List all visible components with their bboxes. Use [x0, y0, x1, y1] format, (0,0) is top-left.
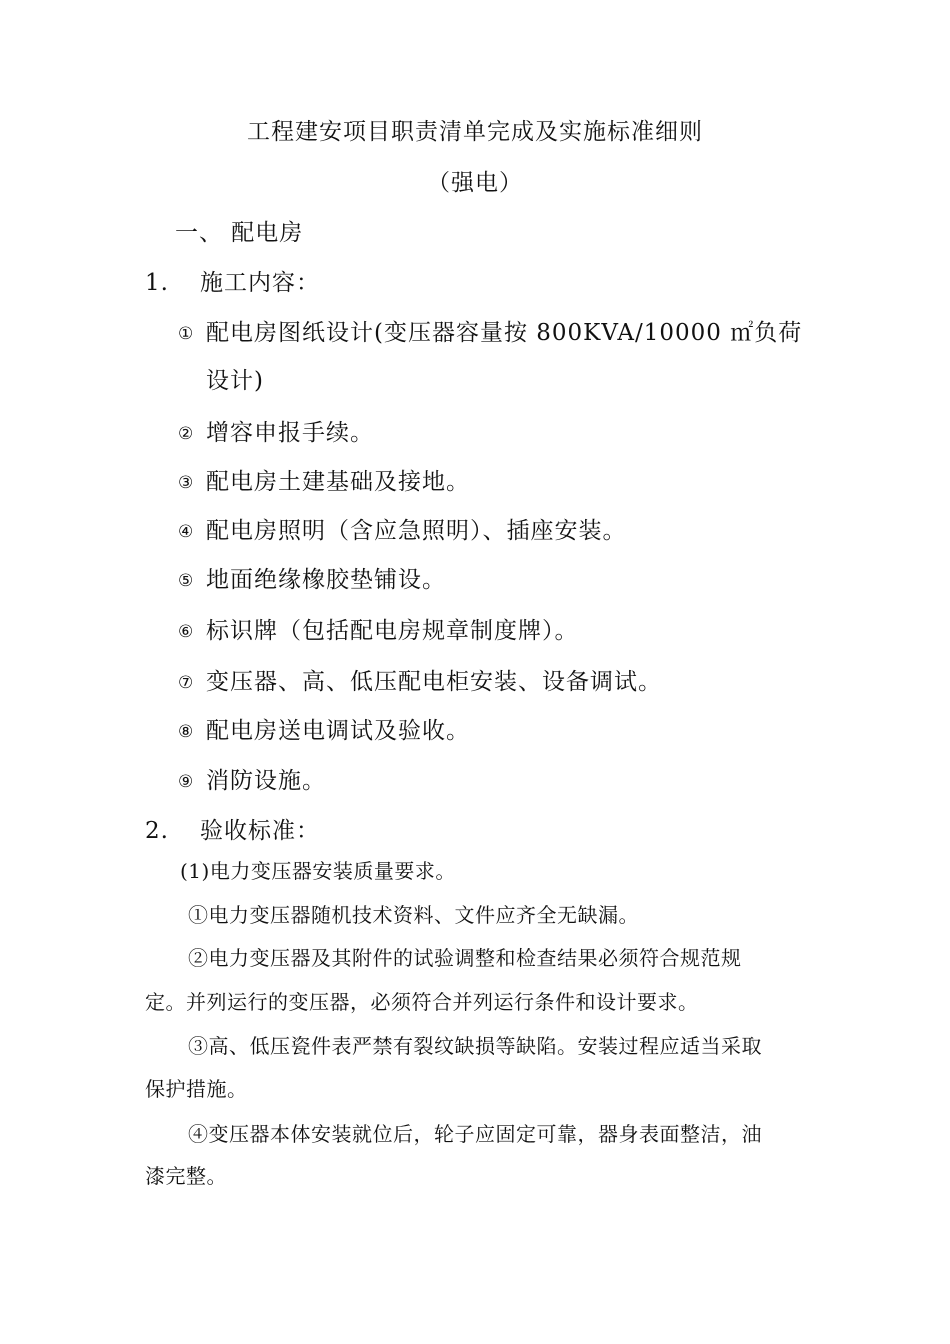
content-text: 消防设施。: [206, 768, 326, 794]
content-item: [178, 471, 470, 494]
content-text: 增容申报手续。: [206, 420, 374, 446]
content-text: 配电房照明（含应急照明）、插座安装。: [206, 518, 627, 544]
circled-number: ②: [178, 424, 195, 444]
item-label: 施工内容：: [200, 270, 320, 296]
standard-item: ③高、低压瓷件表严禁有裂纹缺损等缺陷。安装过程应适当采取: [188, 1034, 762, 1058]
content-text: 地面绝缘橡胶垫铺设。: [206, 567, 446, 593]
content-item: [178, 322, 802, 345]
content-item: [178, 422, 374, 445]
content-item: [178, 671, 662, 694]
item-heading-acceptance: [145, 820, 320, 843]
standard-continuation: 保护措施。: [145, 1077, 248, 1101]
document-title: 工程建安项目职责清单完成及实施标准细则: [247, 119, 703, 145]
section-heading: 一、 配电房: [175, 220, 304, 246]
content-item: [178, 770, 326, 793]
circled-number: ①: [178, 324, 195, 344]
circled-number: ④: [178, 522, 195, 542]
standard-continuation: 漆完整。: [145, 1164, 227, 1188]
standard-item: ②电力变压器及其附件的试验调整和检查结果必须符合规范规: [188, 946, 742, 970]
content-text: 配电房图纸设计(变压器容量按 800KVA/10000 ㎡负荷: [206, 320, 803, 346]
circled-number: ⑥: [178, 622, 195, 642]
content-item: [178, 520, 627, 543]
circled-number: ⑧: [178, 722, 195, 742]
circled-number: ⑨: [178, 772, 195, 792]
item-heading-construction: [145, 272, 320, 295]
content-text: 变压器、高、低压配电柜安装、设备调试。: [206, 669, 662, 695]
content-text: 配电房土建基础及接地。: [206, 469, 470, 495]
sub-heading: (1)电力变压器安装质量要求。: [180, 859, 456, 883]
item-number: 2.: [145, 818, 169, 844]
circled-number: ⑤: [178, 571, 195, 591]
content-item: [178, 620, 579, 643]
document-subtitle: （强电）: [427, 170, 523, 196]
content-text: 标识牌（包括配电房规章制度牌）。: [206, 618, 579, 644]
standard-continuation: 定。并列运行的变压器，必须符合并列运行条件和设计要求。: [145, 990, 699, 1014]
item-label: 验收标准：: [200, 818, 320, 844]
circled-number: ⑦: [178, 673, 195, 693]
item-number: 1.: [145, 270, 169, 296]
content-continuation: 设计): [206, 368, 264, 394]
content-item: [178, 569, 446, 592]
content-text: 配电房送电调试及验收。: [206, 718, 470, 744]
standard-item: ①电力变压器随机技术资料、文件应齐全无缺漏。: [188, 903, 639, 927]
circled-number: ③: [178, 473, 195, 493]
content-item: [178, 720, 470, 743]
standard-item: ④变压器本体安装就位后，轮子应固定可靠，器身表面整洁，油: [188, 1122, 762, 1146]
